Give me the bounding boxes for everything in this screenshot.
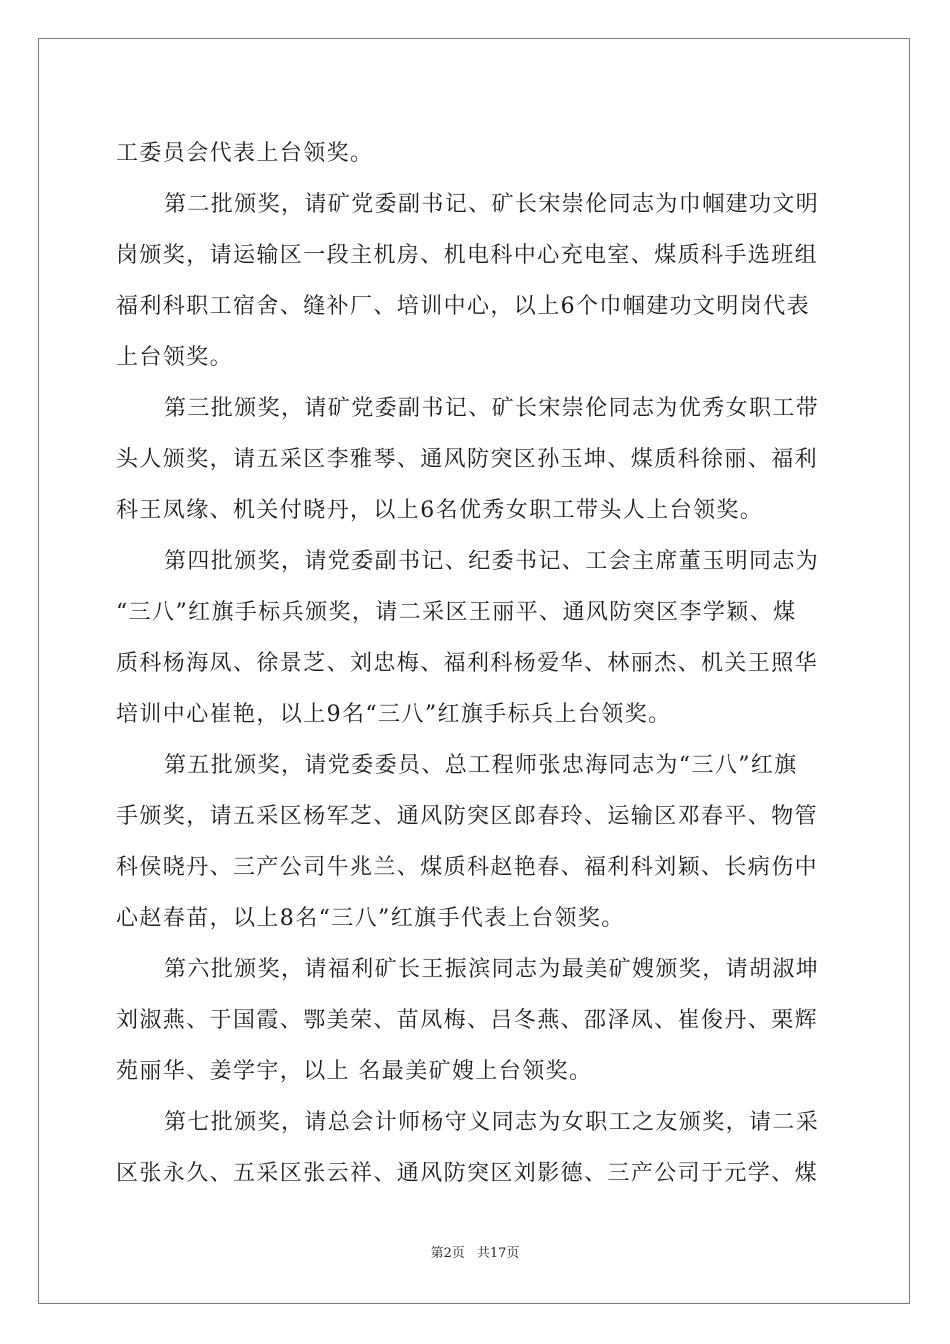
text-line: 第三批颁奖，请矿党委副书记、矿长宋崇伦同志为优秀女职工带 (164, 396, 820, 421)
text-line: 第四批颁奖，请党委副书记、纪委书记、工会主席董玉明同志为 (164, 549, 820, 574)
text-line: 第五批颁奖，请党委委员、总工程师张忠海同志为“三八”红旗 (164, 753, 798, 778)
page-total: 共17页 (476, 1246, 520, 1261)
text-line: 科侯晓丹、三产公司牛兆兰、煤质科赵艳春、福利科刘颖、长病伤中 (116, 855, 819, 880)
text-line: 手颁奖，请五采区杨军芝、通风防突区郎春玲、运输区邓春平、物管 (116, 804, 819, 829)
text-line: 心赵春苗，以上8名“三八”红旗手代表上台领奖。 (116, 906, 625, 931)
text-line: 第二批颁奖，请矿党委副书记、矿长宋崇伦同志为巾帼建功文明 (164, 192, 820, 217)
text-line: 质科杨海凤、徐景芝、刘忠梅、福利科杨爱华、林丽杰、机关王照华 (116, 651, 819, 676)
text-line: 第六批颁奖，请福利矿长王振滨同志为最美矿嫂颁奖，请胡淑坤 (164, 957, 820, 982)
text-line: 头人颁奖，请五采区李雅琴、通风防突区孙玉坤、煤质科徐丽、福利 (116, 447, 819, 472)
text-line: 培训中心崔艳，以上9名“三八”红旗手标兵上台领奖。 (116, 702, 672, 727)
text-line: “三八”红旗手标兵颁奖，请二采区王丽平、通风防突区李学颖、煤 (116, 600, 797, 625)
text-line: 苑丽华、姜学宇，以上 名最美矿嫂上台领奖。 (116, 1059, 593, 1084)
text-line: 工委员会代表上台领奖。 (116, 141, 374, 166)
page-number: 第2页 (430, 1246, 465, 1261)
text-line: 第七批颁奖，请总会计师杨守义同志为女职工之友颁奖，请二采 (164, 1110, 820, 1135)
document-body (116, 128, 836, 1199)
text-line: 岗颁奖，请运输区一段主机房、机电科中心充电室、煤质科手选班组 (116, 243, 819, 268)
text-line: 福利科职工宿舍、缝补厂、培训中心，以上6个巾帼建功文明岗代表 (116, 294, 810, 319)
text-line: 上台领奖。 (116, 345, 234, 370)
text-line: 科王凤缘、机关付晓丹，以上6名优秀女职工带头人上台领奖。 (116, 498, 764, 523)
text-line: 刘淑燕、于国霞、鄂美荣、苗凤梅、吕冬燕、邵泽凤、崔俊丹、栗辉 (116, 1008, 819, 1033)
text-line: 区张永久、五采区张云祥、通风防突区刘影德、三产公司于元学、煤 (116, 1161, 819, 1186)
page-footer (0, 1245, 950, 1263)
